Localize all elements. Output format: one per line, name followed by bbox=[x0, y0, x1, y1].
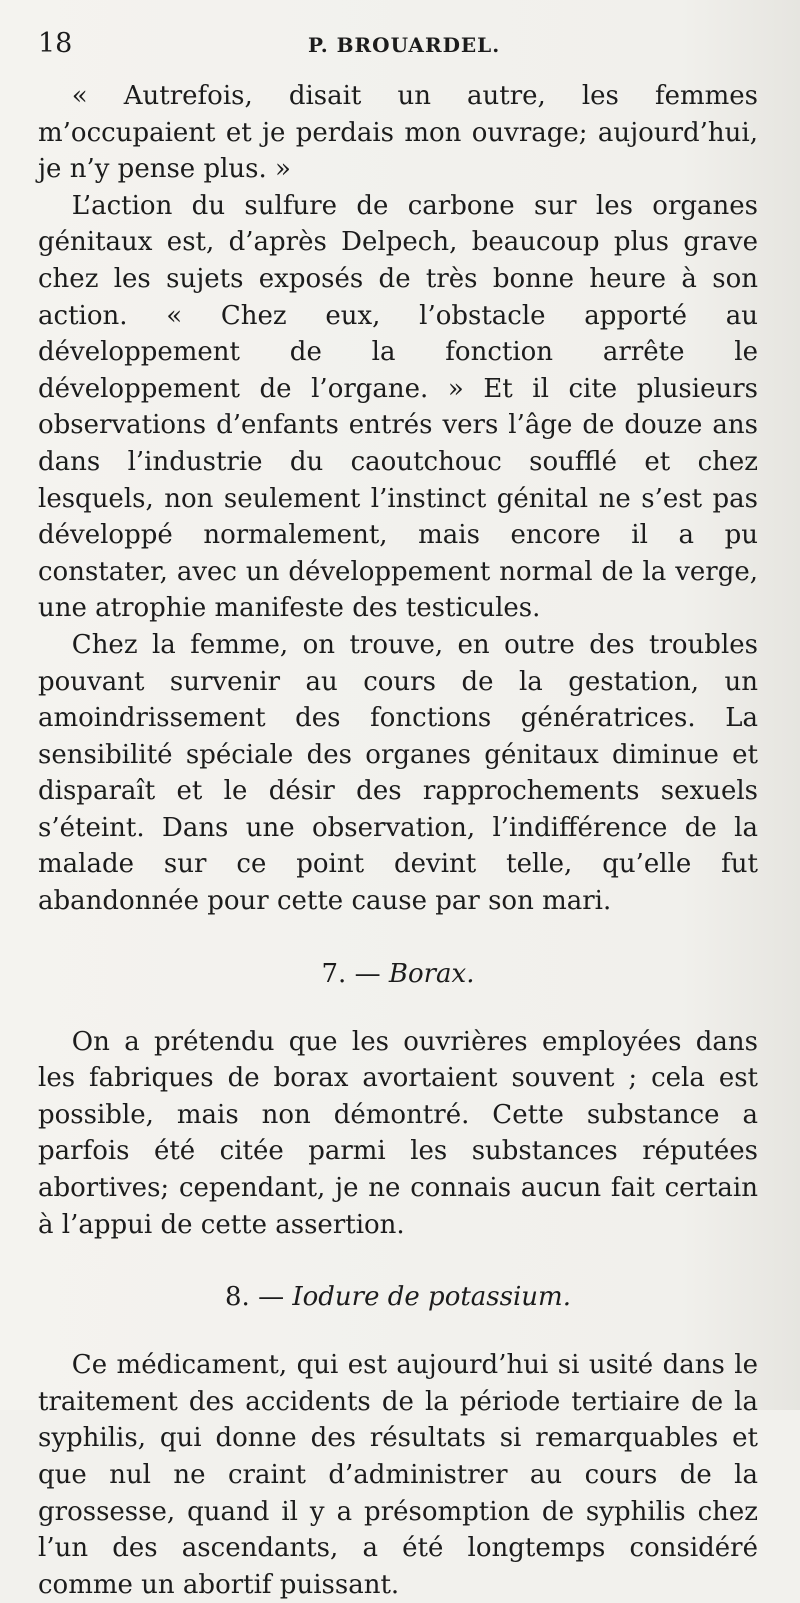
paragraph-iodure: Ce médicament, qui est aujourd’hui si usité dans le traitement des accidents de la période tertiaire de la syphilis, qui donne des résultats si remarquables et que nul ne craint d’administrer au cours de la grossesse, quand il y a présomption de syphilis chez l’un des ascendants, a été longtemps considéré comme un abortif puissant. bbox=[38, 1350, 758, 1600]
page-header bbox=[38, 28, 758, 72]
paragraph-borax: On a prétendu que les ouvrières employées dans les fabriques de borax avortaient souvent ; cela est possible, mais non démontré. Cette substance a parfois été citée parmi les substances réputées abortives; cependant, je ne connais aucun fait certain à l’appui de cette assertion. bbox=[38, 1026, 758, 1240]
running-head: P. BROUARDEL. bbox=[308, 33, 501, 57]
paragraph-quote: « Autrefois, disait un autre, les femmes m’occupaient et je perdais mon ouvrage; aujourd’hui, je n’y pense plus. » bbox=[38, 81, 758, 185]
section-heading-borax bbox=[38, 956, 758, 992]
section-number: 7. — bbox=[321, 958, 381, 989]
section-heading-iodure bbox=[38, 1279, 758, 1315]
page-number: 18 bbox=[38, 28, 73, 59]
section-title: Iodure de potassium. bbox=[292, 1282, 571, 1313]
section-title: Borax. bbox=[388, 958, 475, 989]
paragraph-femme: Chez la femme, on trouve, en outre des troubles pouvant survenir au cours de la gestation, un amoindrissement des fonctions génératrices. La sensibilité spéciale des organes génitaux diminue et disparaît et le désir des rapprochements sexuels s’éteint. Dans une observation, l’indifférence de la malade sur ce point devint telle, qu’elle fut abandonnée pour cette cause par son mari. bbox=[38, 629, 758, 917]
section-number: 8. — bbox=[225, 1282, 285, 1313]
paragraph-delpech: L’action du sulfure de carbone sur les organes génitaux est, d’après Delpech, beaucoup plus grave chez les sujets exposés de très bonne heure à son action. « Chez eux, l’obstacle apporté au développement de la fonction arrête le développement de l’organe. » Et il cite plusieurs observations d’enfants entrés vers l’âge de douze ans dans l’industrie du caoutchouc soufflé et chez lesquels, non seulement l’instinct génital ne s’est pas développé normalement, mais encore il a pu constater, avec un développement normal de la verge, une atrophie manifeste des testicules. bbox=[38, 190, 758, 624]
